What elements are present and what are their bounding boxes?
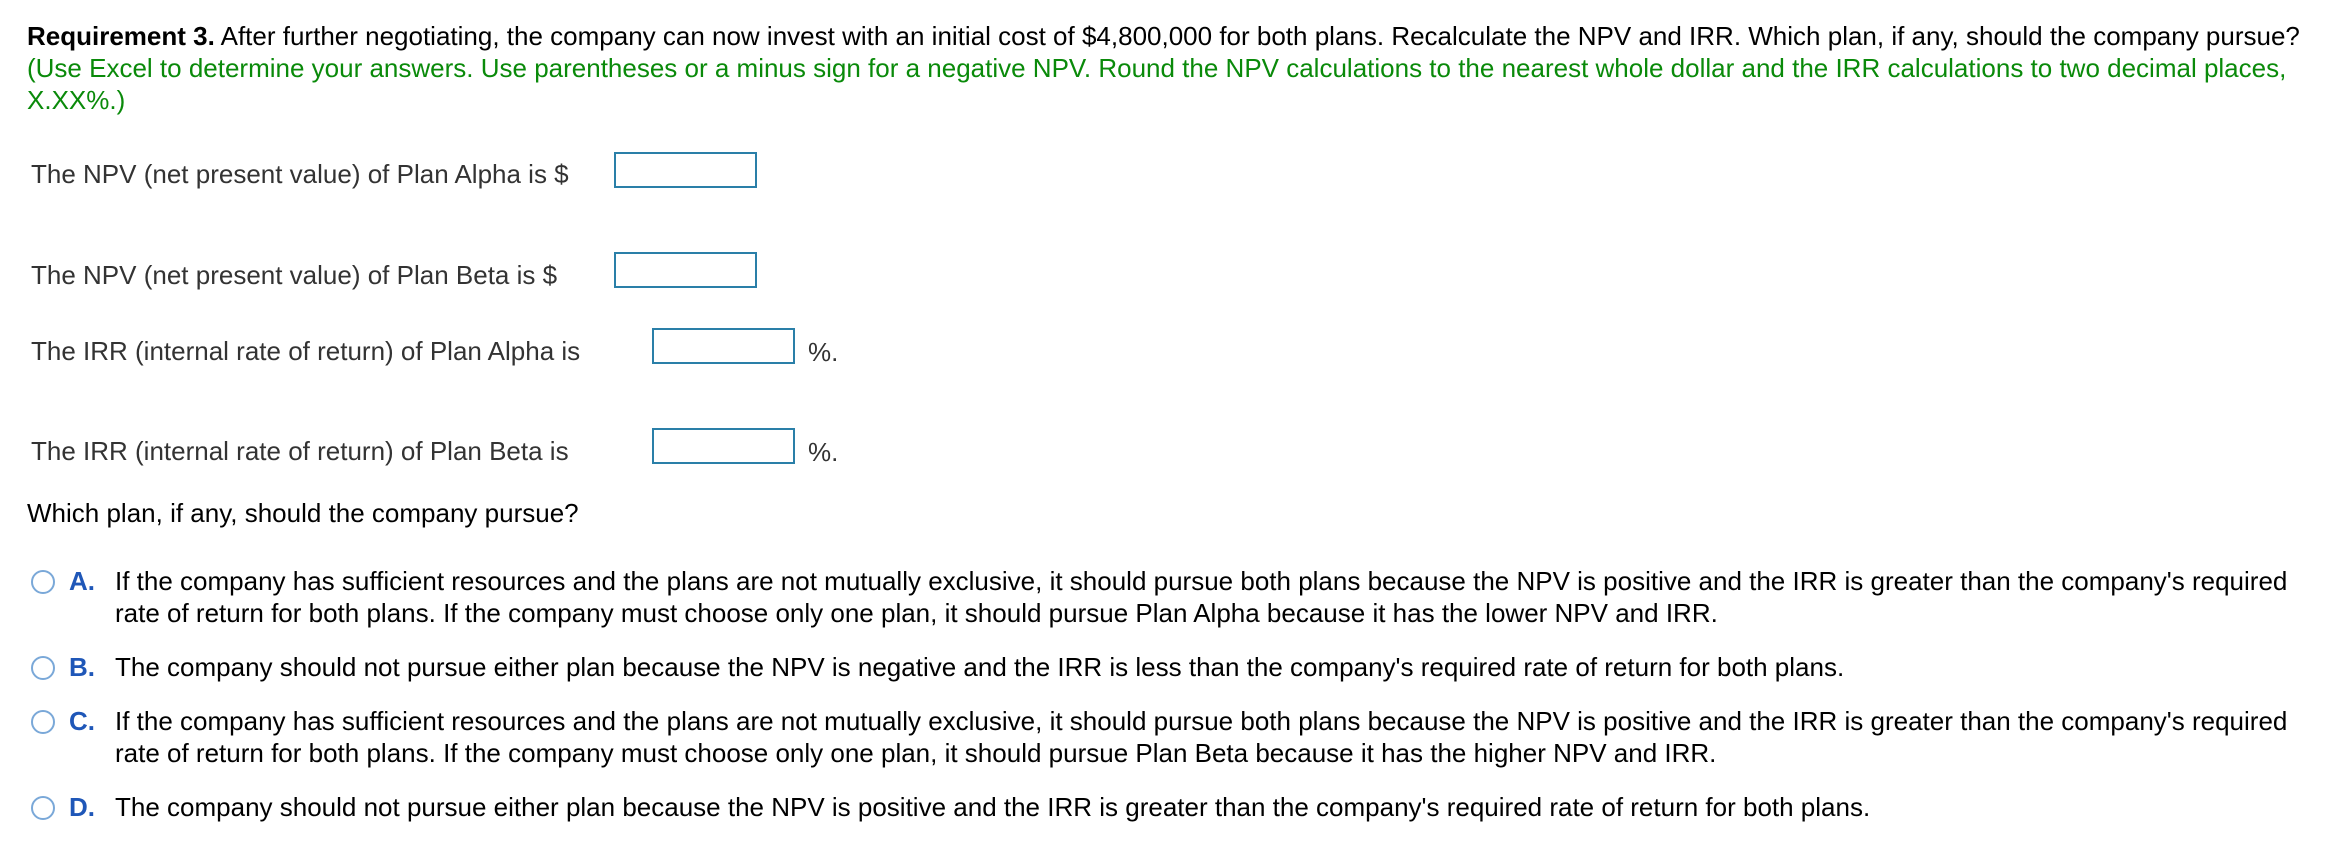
option-b-radio[interactable] [31, 656, 55, 680]
requirement-label: Requirement 3. [27, 21, 215, 51]
npv-beta-input[interactable] [614, 252, 757, 288]
option-d-letter: D. [69, 792, 95, 822]
option-c-radio[interactable] [31, 710, 55, 734]
option-a-radio[interactable] [31, 570, 55, 594]
option-c-text: If the company has sufficient resources and the plans are not mutually exclusive, it should pursue both plans because the NPV is positive and the IRR is greater than the company's required rate of return for both plans. If the company must choose only one plan, it should pursue Plan Beta because it has the higher NPV and IRR. [115, 706, 2288, 768]
option-b-text: The company should not pursue either plan because the NPV is negative and the IRR is less than the company's required rate of return for both plans. [115, 652, 1845, 682]
question-text: Which plan, if any, should the company pursue? [27, 498, 579, 528]
requirement-body: After further negotiating, the company can now invest with an initial cost of $4,800,000 for both plans. Recalculate the NPV and IRR. Which plan, if any, should the company pursue? [214, 21, 2300, 51]
irr-alpha-input[interactable] [652, 328, 795, 364]
option-d-text: The company should not pursue either plan because the NPV is positive and the IRR is greater than the company's required rate of return for both plans. [115, 792, 1871, 822]
irr-alpha-label: The IRR (internal rate of return) of Plan Alpha is [31, 336, 581, 366]
npv-beta-label: The NPV (net present value) of Plan Beta is $ [31, 260, 558, 290]
requirement-instructions: (Use Excel to determine your answers. Use parentheses or a minus sign for a negative NPV. Round the NPV calculations to the nearest whole dollar and the IRR calculations to two decimal places, X.XX%.) [27, 53, 2287, 115]
irr-beta-percent: %. [808, 437, 839, 467]
option-c-letter: C. [69, 706, 95, 736]
option-a-letter: A. [69, 566, 95, 596]
option-a-text: If the company has sufficient resources and the plans are not mutually exclusive, it should pursue both plans because the NPV is positive and the IRR is greater than the company's required rate of return for both plans. If the company must choose only one plan, it should pursue Plan Alpha because it has the lower NPV and IRR. [115, 566, 2288, 628]
irr-beta-input[interactable] [652, 428, 795, 464]
option-b[interactable] [31, 651, 2321, 683]
option-c[interactable] [31, 705, 2321, 771]
npv-alpha-label: The NPV (net present value) of Plan Alpha is $ [31, 159, 569, 189]
irr-beta-label: The IRR (internal rate of return) of Plan Beta is [31, 436, 569, 466]
option-d-radio[interactable] [31, 796, 55, 820]
irr-alpha-percent: %. [808, 337, 839, 367]
option-b-letter: B. [69, 652, 95, 682]
requirement-text [27, 20, 2317, 116]
option-a[interactable] [31, 565, 2321, 631]
npv-alpha-input[interactable] [614, 152, 757, 188]
option-d[interactable] [31, 791, 2321, 823]
